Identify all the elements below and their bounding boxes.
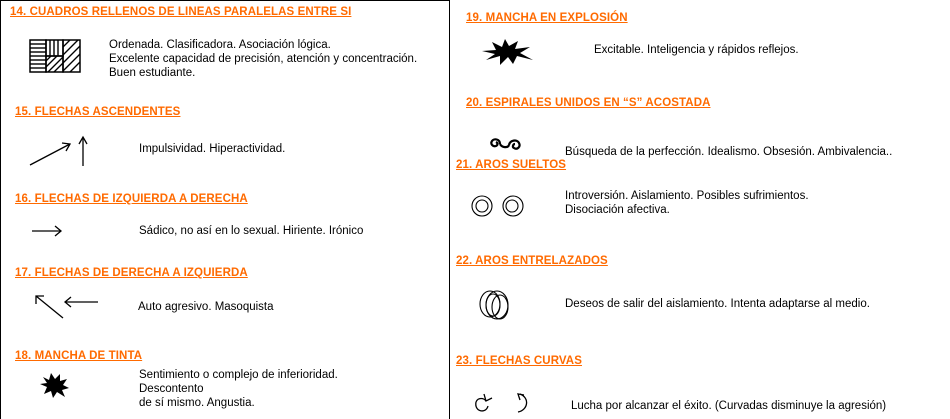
heading-22: 22. AROS ENTRELAZADOS — [456, 255, 608, 267]
desc-16-line-1: Sádico, no así en lo sexual. Hiriente. Irónico — [139, 225, 364, 237]
explosion-blot-icon — [480, 38, 536, 66]
left-column — [0, 0, 450, 419]
desc-18-line-3: de sí mismo. Angustia. — [139, 397, 255, 409]
heading-16: 16. FLECHAS DE IZQUIERDA A DERECHA — [15, 193, 248, 205]
desc-17-line-1: Auto agresivo. Masoquista — [138, 301, 274, 313]
interlaced-rings-icon — [476, 287, 516, 325]
ink-blot-icon — [39, 371, 71, 399]
heading-19: 19. MANCHA EN EXPLOSIÓN — [466, 12, 628, 24]
desc-21-line-1: Introversión. Aislamiento. Posibles sufrimientos. — [565, 190, 809, 202]
heading-18: 18. MANCHA DE TINTA — [15, 350, 143, 362]
desc-19-line-1: Excitable. Inteligencia y rápidos reflejos. — [594, 44, 799, 56]
desc-20-line-1: Búsqueda de la perfección. Idealismo. Obsesión. Ambivalencia.. — [565, 146, 893, 158]
heading-17: 17. FLECHAS DE DERECHA A IZQUIERDA — [15, 267, 248, 279]
hatched-squares-icon — [29, 39, 81, 73]
heading-15: 15. FLECHAS ASCENDENTES — [15, 106, 181, 118]
loose-rings-icon — [470, 193, 528, 219]
desc-14-line-2: Excelente capacidad de precisión, atención y concentración. — [109, 53, 418, 65]
desc-23-line-1: Lucha por alcanzar el éxito. (Curvadas disminuye la agresión) — [571, 400, 887, 412]
heading-14: 14. CUADROS RELLENOS DE LINEAS PARALELAS ENTRE SI — [10, 6, 352, 18]
s-spirals-icon — [486, 134, 530, 154]
right-arrow-icon — [31, 223, 65, 239]
desc-21-line-2: Disociación afectiva. — [565, 204, 670, 216]
ascending-arrows-icon — [27, 132, 97, 170]
heading-21: 21. AROS SUELTOS — [456, 159, 567, 171]
curved-arrows-icon — [472, 390, 534, 416]
heading-23: 23. FLECHAS CURVAS — [456, 355, 582, 367]
desc-18-line-2: Descontento — [139, 383, 204, 395]
desc-22-line-1: Deseos de salir del aislamiento. Intenta adaptarse al medio. — [565, 298, 870, 310]
right-column — [452, 0, 950, 419]
desc-14-line-3: Buen estudiante. — [109, 67, 196, 79]
desc-18-line-1: Sentimiento o complejo de inferioridad. — [139, 369, 338, 381]
left-arrows-icon — [31, 291, 101, 321]
desc-15-line-1: Impulsividad. Hiperactividad. — [139, 143, 286, 155]
heading-20: 20. ESPIRALES UNIDOS EN “S” ACOSTADA — [466, 97, 711, 109]
desc-14-line-1: Ordenada. Clasificadora. Asociación lógica. — [109, 39, 331, 51]
